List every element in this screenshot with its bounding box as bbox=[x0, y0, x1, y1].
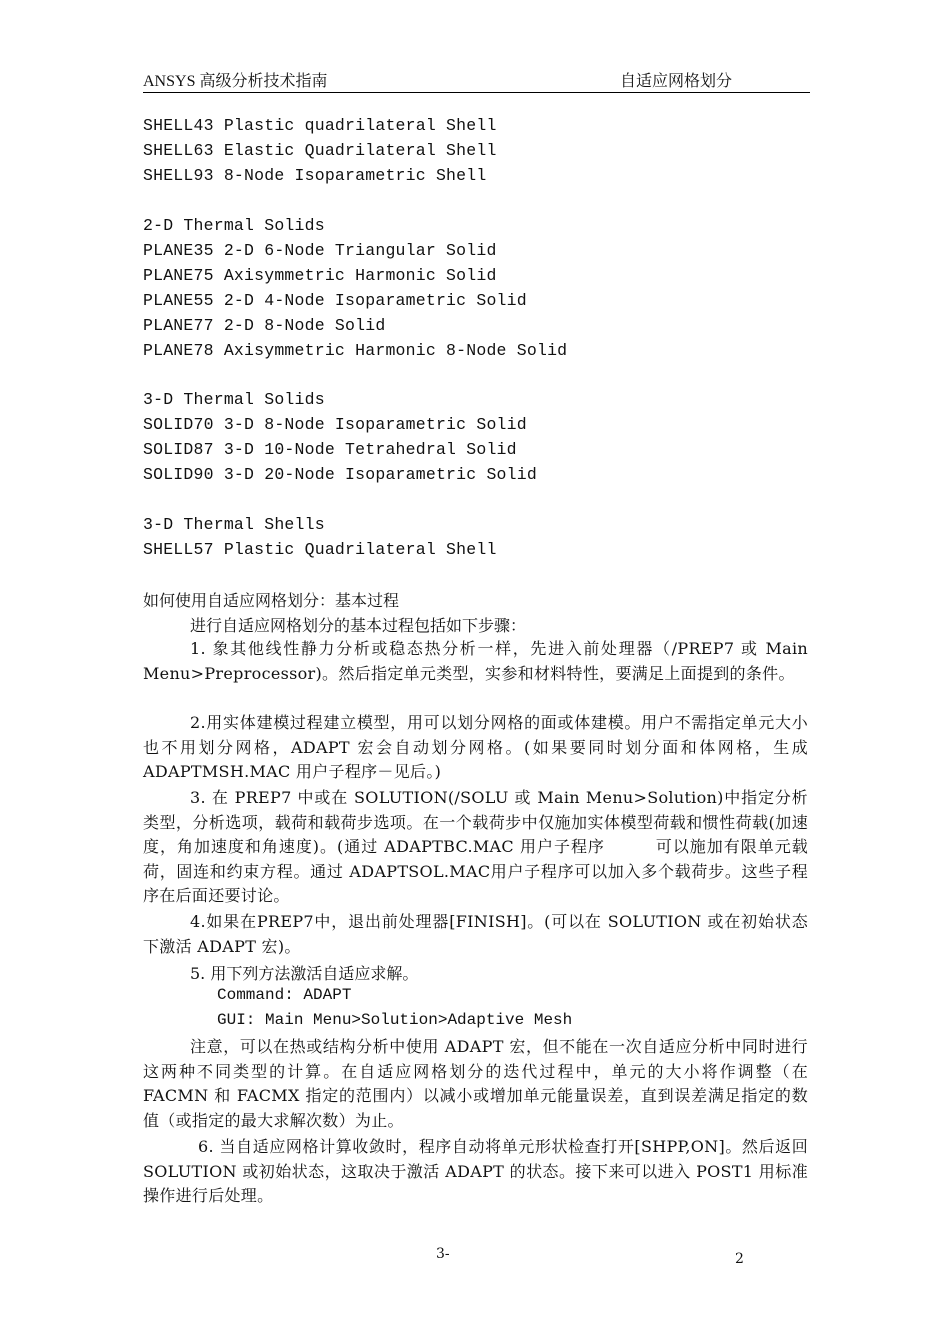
page-number: 2 bbox=[735, 1251, 744, 1267]
gui-path-line: GUI: Main Menu>Solution>Adaptive Mesh bbox=[217, 1011, 573, 1029]
step-1: 1. 象其他线性静力分析或稳态热分析一样，先进入前处理器（/PREP7 或 Main Menu>Preprocessor)。然后指定单元类型，实参和材料特性，要满足上面提到的条件。 bbox=[143, 639, 808, 683]
note-paragraph: 注意，可以在热或结构分析中使用 ADAPT 宏，但不能在一次自适应分析中同时进行这两种不同类型的计算。在自适应网格划分的迭代过程中，单元的大小将作调整（在 FACMN 和 FACMX 指定的范围内）以减小或增加单元能量误差，直到误差满足指定的数值（或指定的最大求解次数）为止。 bbox=[143, 1037, 808, 1130]
element-line: SHELL43 Plastic quadrilateral Shell bbox=[143, 116, 497, 135]
step-6: 6. 当自适应网格计算收敛时，程序自动将单元形状检查打开[SHPP,ON]。然后返回 SOLUTION 或初始状态，这取决于激活 ADAPT 的状态。接下来可以进入 POST1 用标准操作进行后处理。 bbox=[143, 1137, 808, 1206]
element-line: SOLID90 3-D 20-Node Isoparametric Solid bbox=[143, 465, 537, 484]
footer-chapter: 3- bbox=[436, 1246, 450, 1262]
header-chapter-title: 自适应网格划分 bbox=[619, 71, 732, 90]
element-line: SOLID87 3-D 10-Node Tetrahedral Solid bbox=[143, 440, 517, 459]
step-3: 3. 在 PREP7 中或在 SOLUTION(/SOLU 或 Main Menu>Solution)中指定分析类型，分析选项，载荷和载荷步选项。在一个载荷步中仅施加实体模型荷载和惯性荷载(加速度，角加速度和角速度)。(通过 ADAPTBC.MAC 用户子程序 可以施加有限单元载荷，固连和约束方程。通过 ADAPTSOL.MAC用户子程序可以加入多个载荷步。这些子程序在后面还要讨论。 bbox=[143, 788, 808, 906]
intro-text: 进行自适应网格划分的基本过程包括如下步骤： bbox=[190, 616, 527, 635]
element-line: PLANE75 Axisymmetric Harmonic Solid bbox=[143, 266, 497, 285]
element-line: PLANE78 Axisymmetric Harmonic 8-Node Solid bbox=[143, 341, 568, 360]
element-line: PLANE55 2-D 4-Node Isoparametric Solid bbox=[143, 291, 527, 310]
step-2: 2.用实体建模过程建立模型，用可以划分网格的面或体建模。用户不需指定单元大小也不用划分网格，ADAPT 宏会自动划分网格。(如果要同时划分面和体网格，生成 ADAPTMSH.MAC 用户子程序－见后。) bbox=[143, 713, 808, 782]
element-group-heading: 2-D Thermal Solids bbox=[143, 216, 325, 235]
element-line: SHELL57 Plastic Quadrilateral Shell bbox=[143, 540, 497, 559]
step-4: 4.如果在PREP7中，退出前处理器[FINISH]。(可以在 SOLUTION 或在初始状态下激活 ADAPT 宏)。 bbox=[143, 912, 808, 956]
element-group-heading: 3-D Thermal Solids bbox=[143, 390, 325, 409]
page-header bbox=[143, 66, 810, 93]
element-group-heading: 3-D Thermal Shells bbox=[143, 515, 325, 534]
step-5: 5. 用下列方法激活自适应求解。 bbox=[190, 964, 419, 983]
section-title: 如何使用自适应网格划分：基本过程 bbox=[143, 591, 400, 610]
element-line: SHELL63 Elastic Quadrilateral Shell bbox=[143, 141, 497, 160]
element-line: PLANE35 2-D 6-Node Triangular Solid bbox=[143, 241, 497, 260]
element-line: SOLID70 3-D 8-Node Isoparametric Solid bbox=[143, 415, 527, 434]
element-line: PLANE77 2-D 8-Node Solid bbox=[143, 316, 386, 335]
header-doc-title: ANSYS 高级分析技术指南 bbox=[143, 73, 328, 90]
command-line: Command: ADAPT bbox=[217, 986, 352, 1004]
element-line: SHELL93 8-Node Isoparametric Shell bbox=[143, 166, 487, 185]
